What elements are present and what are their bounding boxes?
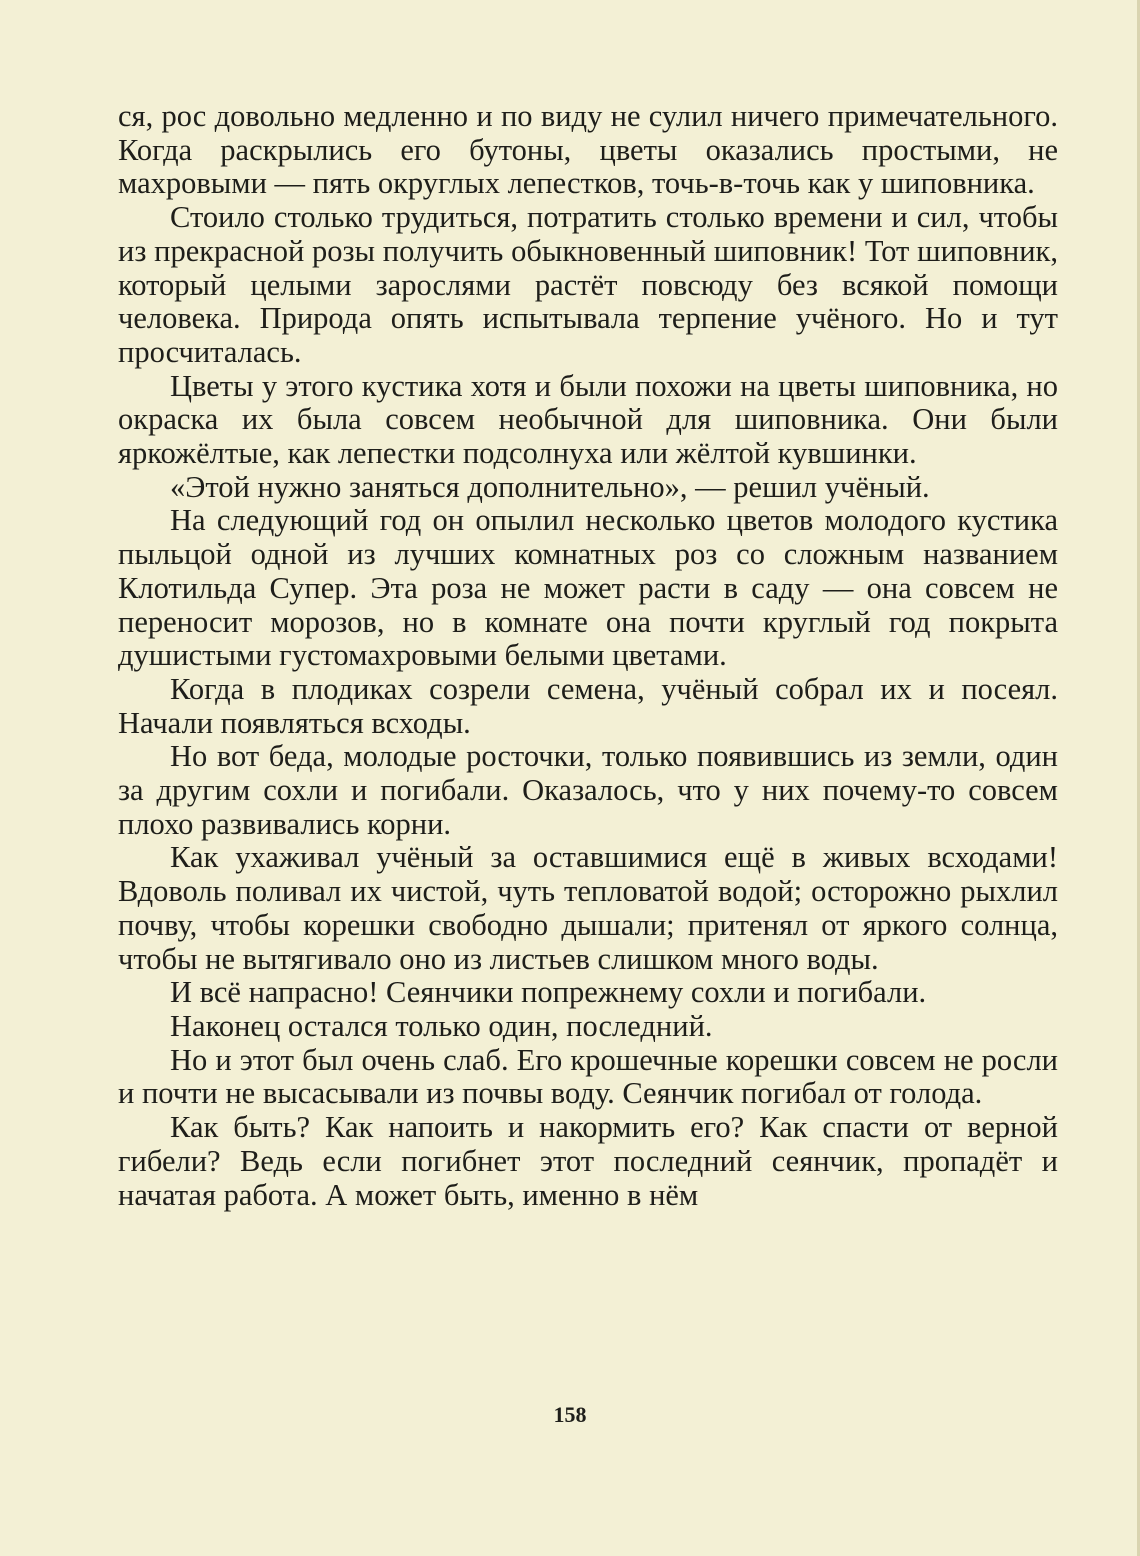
- paragraph: Но и этот был очень слаб. Его крошечные корешки совсем не росли и почти не высасывали из почвы воду. Сеянчик погибал от голода.: [118, 1042, 1058, 1111]
- paragraph: ся, рос довольно медленно и по виду не сулил ничего примечательного. Когда раскрылись его бутоны, цветы оказались простыми, не махровыми — пять округлых лепестков, точь-в-точь как у шиповника.: [118, 99, 1058, 201]
- body-text: [118, 100, 1058, 1212]
- paragraph: Когда в плодиках созрели семена, учёный собрал их и посеял. Начали появляться всходы.: [118, 671, 1058, 740]
- paragraph: Стоило столько трудиться, потратить столько времени и сил, чтобы из прекрасной розы получить обыкновенный шиповник! Тот шиповник, который целыми зарослями растёт повсюду без всякой помощи человека. Природа опять испытывала терпение учёного. Но и тут просчиталась.: [118, 200, 1058, 369]
- paragraph: Но вот беда, молодые росточки, только появившись из земли, один за другим сохли и погибали. Оказалось, что у них почему-то совсем плохо развивались корни.: [118, 739, 1058, 841]
- paragraph: «Этой нужно заняться дополнительно», — решил учёный.: [170, 469, 930, 504]
- paragraph: Как ухаживал учёный за оставшимися ещё в живых всходами! Вдоволь поливал их чистой, чуть тепловатой водой; осторожно рыхлил почву, чтобы корешки свободно дышали; притенял от яркого солнца, чтобы не вытягивало оно из листьев слишком много воды.: [118, 840, 1058, 976]
- page-number: 158: [553, 1402, 587, 1427]
- paragraph: Наконец остался только один, последний.: [170, 1008, 713, 1043]
- paragraph: На следующий год он опылил несколько цветов молодого кустика пыльцой одной из лучших комнатных роз со сложным названием Клотильда Супер. Эта роза не может расти в саду — она совсем не переносит морозов, но в комнате она почти круглый год покрыта душистыми густомахровыми белыми цветами.: [118, 503, 1058, 673]
- paragraph: Цветы у этого кустика хотя и были похожи на цветы шиповника, но окраска их была совсем необычной для шиповника. Они были яркожёлтые, как лепестки подсолнуха или жёлтой кувшинки.: [118, 368, 1058, 471]
- paragraph: Как быть? Как напоить и накормить его? Как спасти от верной гибели? Ведь если погибнет этот последний сеянчик, пропадёт и начатая работа. А может быть, именно в нём: [118, 1110, 1058, 1212]
- paragraph: И всё напрасно! Сеянчики попрежнему сохли и погибали.: [170, 975, 927, 1010]
